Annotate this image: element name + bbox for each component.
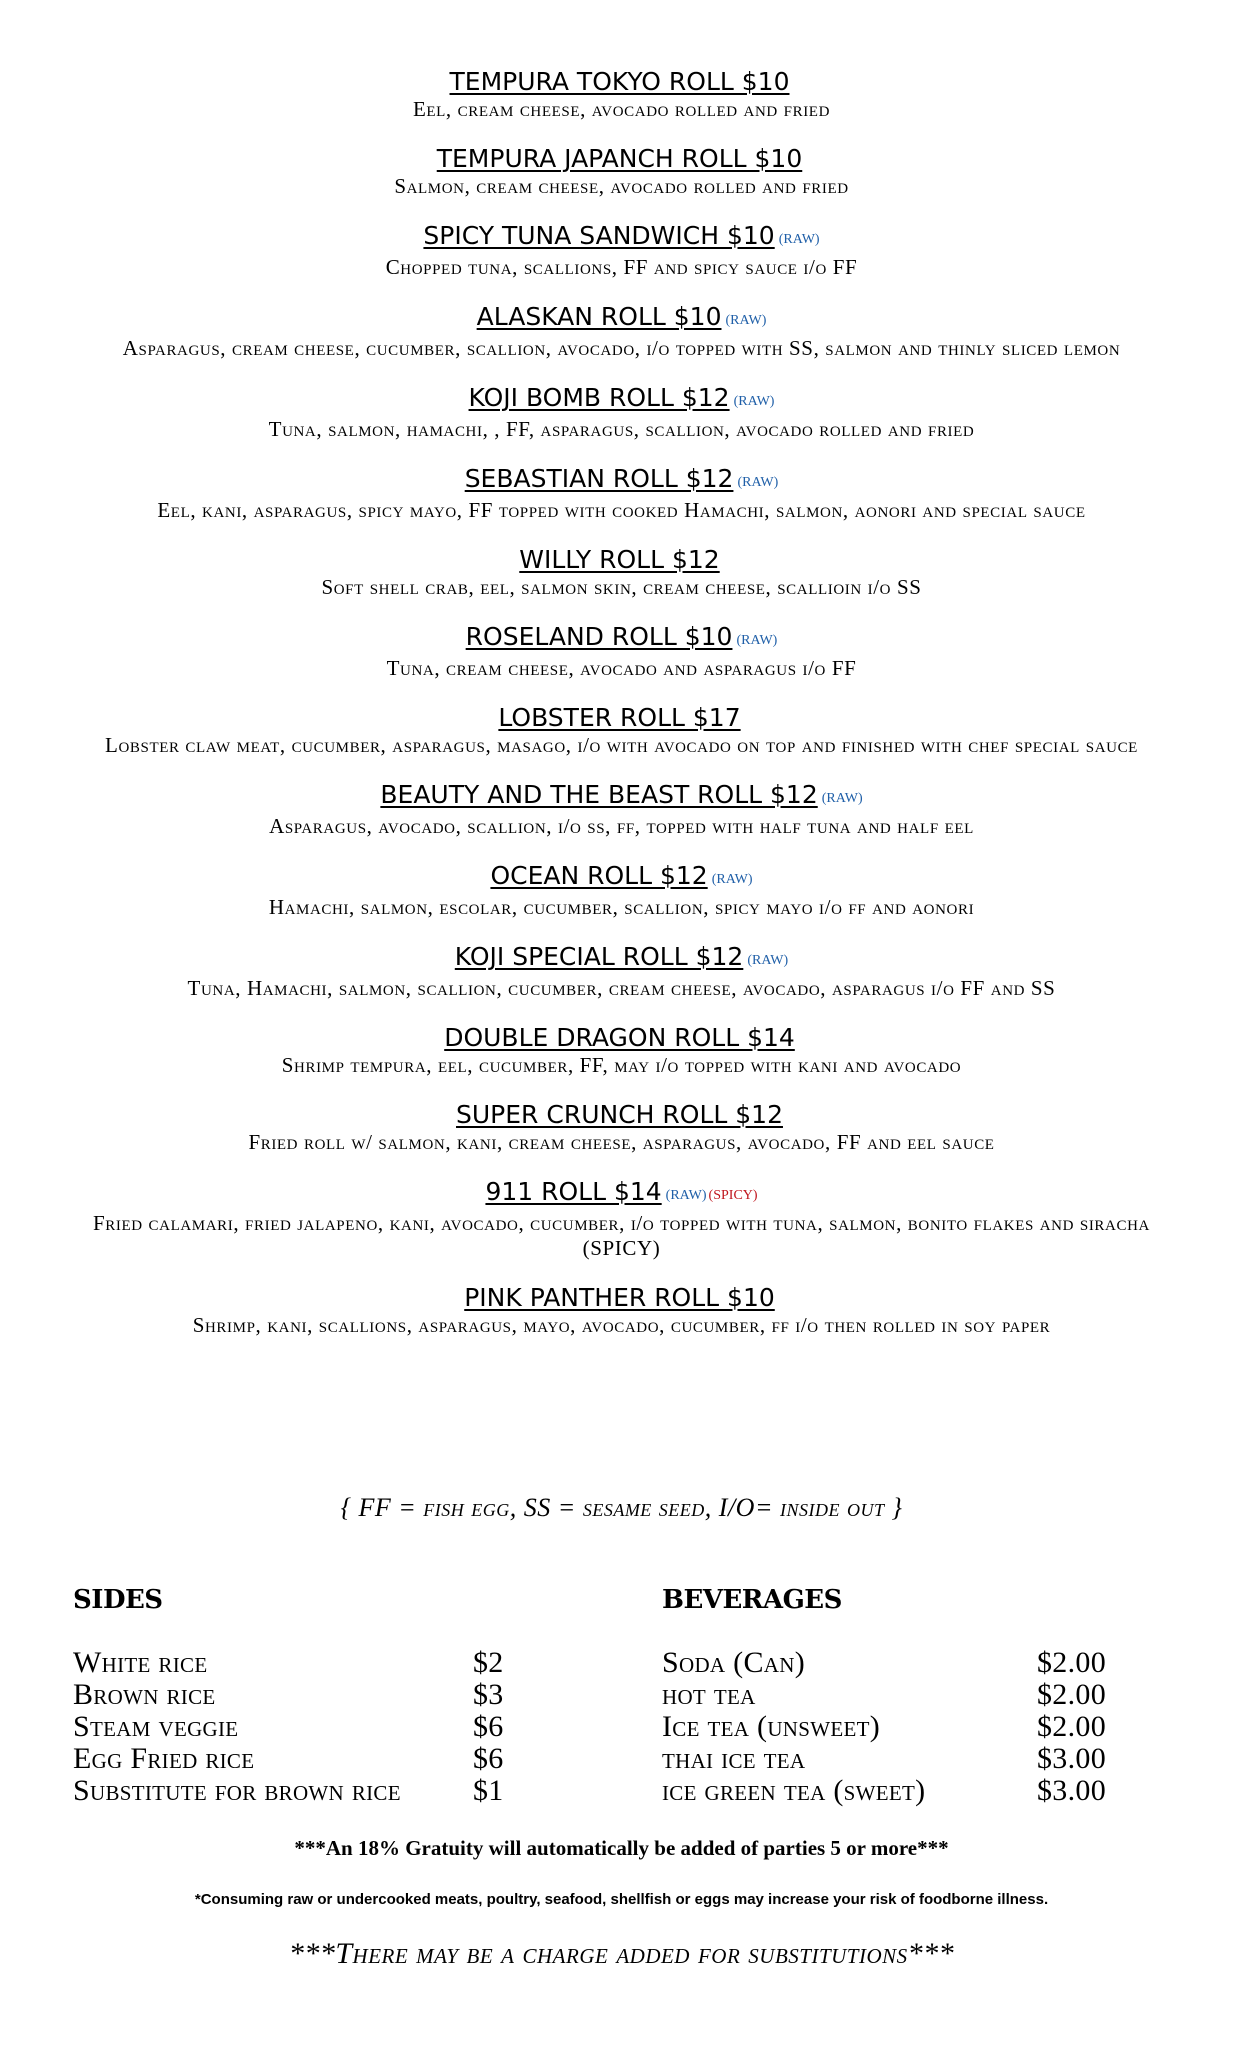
item-description: Eel, cream cheese, avocado rolled and fried	[412, 97, 831, 121]
beverages-section	[662, 1585, 1132, 1807]
side-name: Steam veggie	[73, 1710, 239, 1743]
item-description: Fried calamari, fried jalapeno, kani, avocado, cucumber, i/o topped with tuna, salmon, bonito flakes and siracha (SPICY)	[93, 1211, 1150, 1260]
side-name: Egg Fried rice	[73, 1742, 255, 1775]
side-name: Brown rice	[73, 1678, 216, 1711]
beverage-row	[662, 1775, 1132, 1807]
item-title	[60, 1282, 1183, 1313]
abbreviation-legend: { FF = fish egg, SS = sesame seed, I/O= inside out }	[340, 1493, 903, 1522]
item-name-price: TEMPURA JAPANCH ROLL $10	[436, 144, 803, 173]
spicy-tag: (SPICY)	[708, 1188, 758, 1203]
side-price: $6	[473, 1710, 504, 1743]
side-row	[73, 1775, 563, 1807]
side-name: Substitute for brown rice	[73, 1774, 401, 1807]
item-title	[60, 860, 1183, 895]
beverage-row	[662, 1647, 1132, 1679]
menu-item	[60, 1022, 1183, 1078]
gratuity-notice: ***An 18% Gratuity will automatically be added of parties 5 or more***	[294, 1836, 949, 1860]
menu-item	[60, 941, 1183, 1001]
side-row	[73, 1647, 563, 1679]
raw-tag: (RAW)	[821, 791, 863, 806]
item-description: Asparagus, avocado, scallion, i/o ss, ff, topped with half tuna and half eel	[269, 814, 974, 838]
item-name-price: LOBSTER ROLL $17	[498, 703, 741, 732]
item-name-price: SUPER CRUNCH ROLL $12	[456, 1100, 783, 1129]
raw-tag: (RAW)	[711, 872, 753, 887]
item-title	[60, 1022, 1183, 1053]
item-description: Shrimp tempura, eel, cucumber, FF, may i/o topped with kani and avocado	[281, 1053, 962, 1077]
item-description: Chopped tuna, scallions, FF and spicy sauce i/o FF	[385, 255, 858, 279]
item-description: Shrimp, kani, scallions, asparagus, mayo, avocado, cucumber, ff i/o then rolled in soy paper	[192, 1313, 1051, 1337]
item-name-price: ALASKAN ROLL $10	[476, 302, 722, 331]
item-name-price: 911 ROLL $14	[485, 1177, 662, 1206]
beverage-price: $3.00	[1037, 1774, 1106, 1807]
beverage-name: thai ice tea	[662, 1742, 806, 1775]
beverage-price: $2.00	[1037, 1710, 1106, 1743]
item-title	[60, 66, 1183, 97]
beverage-name: Soda (Can)	[662, 1646, 806, 1679]
side-price: $6	[473, 1742, 504, 1775]
sides-section	[73, 1585, 563, 1807]
item-title	[60, 382, 1183, 417]
beverage-price: $2.00	[1037, 1678, 1106, 1711]
item-title	[60, 941, 1183, 976]
item-name-price: OCEAN ROLL $12	[490, 861, 708, 890]
beverage-price: $2.00	[1037, 1646, 1106, 1679]
menu-item	[60, 779, 1183, 839]
raw-tag: (RAW)	[733, 394, 775, 409]
item-name-price: KOJI SPECIAL ROLL $12	[454, 942, 744, 971]
side-price: $1	[473, 1774, 504, 1807]
item-name-price: SEBASTIAN ROLL $12	[464, 464, 734, 493]
side-name: White rice	[73, 1646, 208, 1679]
side-row	[73, 1743, 563, 1775]
item-name-price: PINK PANTHER ROLL $10	[464, 1283, 775, 1312]
beverage-price: $3.00	[1037, 1742, 1106, 1775]
beverage-row	[662, 1743, 1132, 1775]
side-row	[73, 1679, 563, 1711]
item-name-price: TEMPURA TOKYO ROLL $10	[449, 67, 790, 96]
raw-tag: (RAW)	[725, 313, 767, 328]
raw-tag: (RAW)	[778, 232, 820, 247]
item-description: Lobster claw meat, cucumber, asparagus, masago, i/o with avocado on top and finished with chef special sauce	[105, 733, 1138, 757]
item-title	[60, 1099, 1183, 1130]
item-description: Fried roll w/ salmon, kani, cream cheese, asparagus, avocado, FF and eel sauce	[248, 1130, 995, 1154]
raw-tag: (RAW)	[736, 633, 778, 648]
roll-list	[60, 66, 1183, 1359]
raw-tag: (RAW)	[747, 953, 789, 968]
menu-item	[60, 301, 1183, 361]
item-title	[60, 544, 1183, 575]
item-name-price: SPICY TUNA SANDWICH $10	[423, 221, 775, 250]
menu-item	[60, 621, 1183, 681]
item-description: Asparagus, cream cheese, cucumber, scallion, avocado, i/o topped with SS, salmon and thinly sliced lemon	[122, 336, 1121, 360]
menu-item	[60, 463, 1183, 523]
item-description: Salmon, cream cheese, avocado rolled and fried	[394, 174, 849, 198]
menu-item	[60, 544, 1183, 600]
item-name-price: DOUBLE DRAGON ROLL $14	[444, 1023, 795, 1052]
side-price: $2	[473, 1646, 504, 1679]
sides-heading: SIDES	[73, 1585, 163, 1615]
item-title	[60, 621, 1183, 656]
beverage-name: ice green tea (sweet)	[662, 1774, 926, 1807]
item-description: Soft shell crab, eel, salmon skin, cream cheese, scallioin i/o SS	[321, 575, 922, 599]
item-name-price: KOJI BOMB ROLL $12	[468, 383, 730, 412]
menu-item	[60, 220, 1183, 280]
raw-tag: (RAW)	[665, 1188, 707, 1203]
menu-item	[60, 860, 1183, 920]
menu-item	[60, 1282, 1183, 1338]
item-description: Tuna, cream cheese, avocado and asparagus i/o FF	[386, 656, 857, 680]
menu-item	[60, 382, 1183, 442]
item-title	[60, 301, 1183, 336]
menu-item	[60, 66, 1183, 122]
raw-tag: (RAW)	[737, 475, 779, 490]
beverage-name: hot tea	[662, 1678, 756, 1711]
item-title	[60, 1176, 1183, 1211]
item-name-price: ROSELAND ROLL $10	[465, 622, 733, 651]
item-name-price: BEAUTY AND THE BEAST ROLL $12	[380, 780, 818, 809]
beverage-row	[662, 1711, 1132, 1743]
beverage-name: Ice tea (unsweet)	[662, 1710, 881, 1743]
side-price: $3	[473, 1678, 504, 1711]
beverage-row	[662, 1679, 1132, 1711]
menu-item	[60, 702, 1183, 758]
item-name-price: WILLY ROLL $12	[519, 545, 720, 574]
item-description: Tuna, salmon, hamachi, , FF, asparagus, scallion, avocado rolled and fried	[268, 417, 975, 441]
menu-item	[60, 1099, 1183, 1155]
substitution-notice: ***There may be a charge added for substitutions***	[288, 1937, 955, 1970]
item-description: Tuna, Hamachi, salmon, scallion, cucumber, cream cheese, avocado, asparagus i/o FF and SS	[187, 976, 1056, 1000]
item-title	[60, 220, 1183, 255]
item-title	[60, 463, 1183, 498]
item-title	[60, 779, 1183, 814]
item-title	[60, 143, 1183, 174]
foodborne-warning: *Consuming raw or undercooked meats, poultry, seafood, shellfish or eggs may increase your risk of foodborne illness.	[194, 1891, 1049, 1908]
menu-item	[60, 1176, 1183, 1261]
item-title	[60, 702, 1183, 733]
menu-item	[60, 143, 1183, 199]
item-description: Hamachi, salmon, escolar, cucumber, scallion, spicy mayo i/o ff and aonori	[268, 895, 975, 919]
side-row	[73, 1711, 563, 1743]
beverages-heading: BEVERAGES	[662, 1585, 842, 1615]
item-description: Eel, kani, asparagus, spicy mayo, FF topped with cooked Hamachi, salmon, aonori and special sauce	[157, 498, 1086, 522]
